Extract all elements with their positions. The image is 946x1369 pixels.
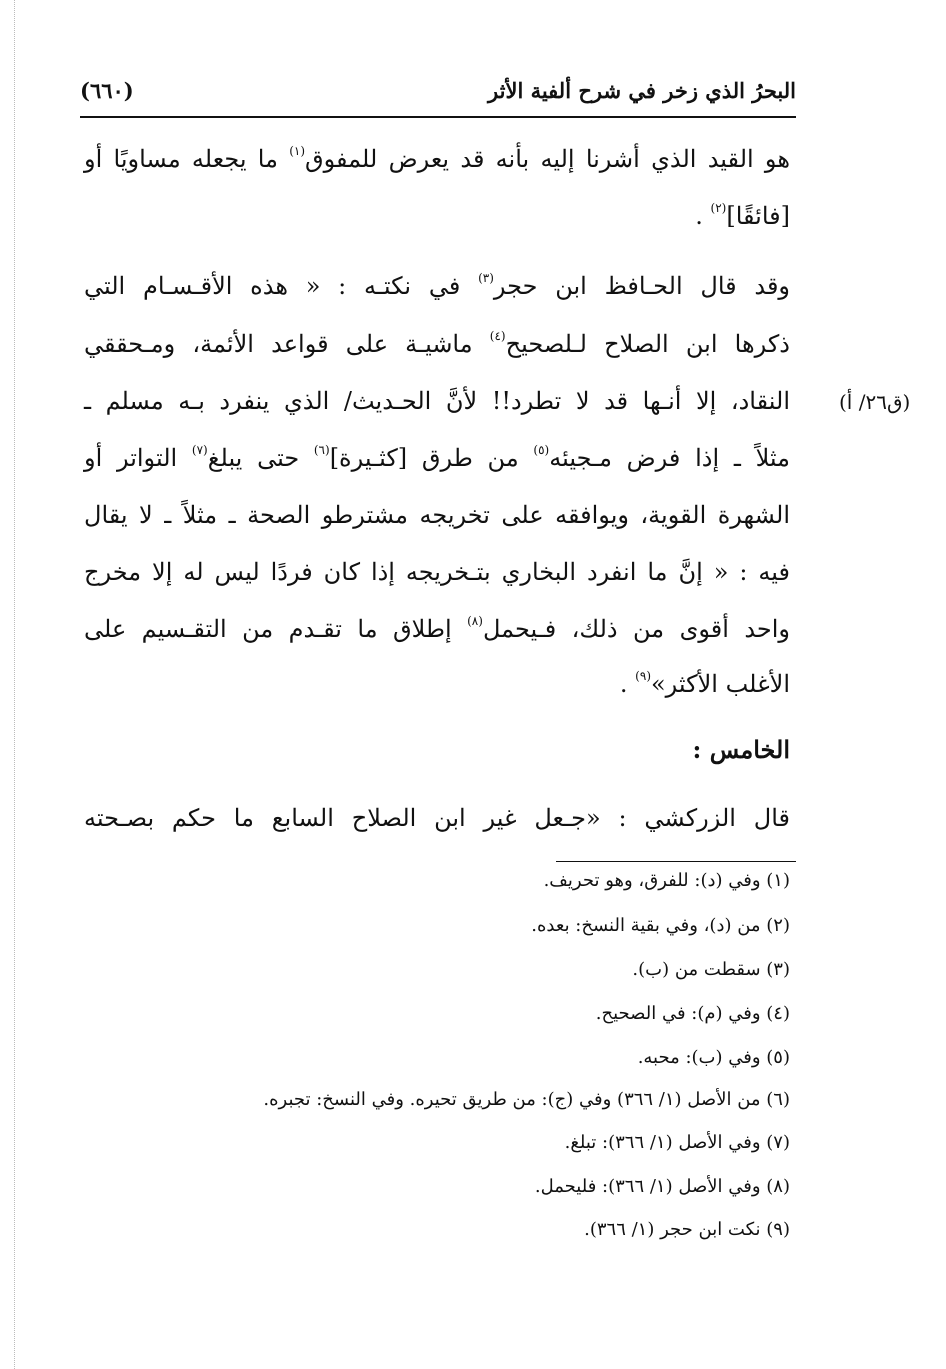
book-title: البحرُ الذي زخر في شرح ألفية الأثر	[488, 77, 796, 103]
page-number: (٦٦٠)	[80, 77, 134, 103]
header-rule	[80, 116, 796, 118]
footnote-8: (٨) وفي الأصل (١/ ٣٦٦): فليحمل.	[534, 1176, 790, 1197]
scan-edge	[14, 0, 15, 1369]
footnote-ref: (٩)	[635, 669, 651, 683]
footnote-6: (٦) من الأصل (١/ ٣٦٦) وفي (ج): من طريق تحيره. وفي النسخ: تجبره.	[263, 1089, 790, 1110]
footnote-4: (٤) وفي (م): في الصحيح.	[595, 1003, 790, 1024]
footnote-separator	[556, 861, 796, 862]
footnote-ref: (٨)	[467, 614, 483, 628]
footnote-ref: (٦)	[313, 443, 330, 457]
body-line-6: مثلاً ـ إذا فرض مـجيئه$^{(٥)}$ من طرق [كثـيرة]$^{(٦)}$ حتى يبلغ$^{(٧)}$ التواتر أو	[84, 443, 790, 472]
body-line-11: قال الزركشي : «جـعل غير ابن الصلاح السابع ما حكم بصـحته	[84, 804, 790, 832]
body-line-8: فيه : « إنَّ ما انفرد البخاري بتـخريجه إذا كان فردًا ليس له إلا مخرج	[84, 558, 790, 586]
footnote-7: (٧) وفي الأصل (١/ ٣٦٦): تبلغ.	[564, 1132, 790, 1153]
body-line-7: الشهرة القوية، ويوافقه على تخريجه مشترطو الصحة ـ مثلاً ـ لا يقال	[84, 501, 790, 529]
footnote-ref: (١)	[289, 144, 306, 158]
body-line-9: واحد أقوى من ذلك، فـيحمل$^{(٨)}$ إطلاق ما تقـدم من التقـسيم على	[84, 614, 791, 643]
footnote-3: (٣) سقطت من (ب).	[632, 959, 790, 980]
body-line-4: ذكرها ابن الصلاح لـلصحيح$^{(٤)}$ ماشيـة على قواعد الأئمة، ومـحققي	[84, 329, 790, 358]
body-line-3: وقد قال الحـافظ ابن حجر$^{(٣)}$ في نكتـه : « هذه الأقـسـام التي	[84, 271, 791, 300]
body-line-5: النقاد، إلا أنـها قد لا تطرد!! لأنَّ الحـديث/ الذي ينفرد بـه مسلم ـ	[84, 387, 790, 415]
footnote-5: (٥) وفي (ب): محبه.	[637, 1047, 790, 1068]
section-heading: الخامس :	[692, 735, 790, 764]
footnote-1: (١) وفي (د): للفرق، وهو تحريف.	[543, 870, 790, 891]
footnote-2: (٢) من (د)، وفي بقية النسخ: بعده.	[531, 915, 790, 936]
body-line-2: [فائقًا]$^{(٢)}$ .	[695, 201, 790, 230]
footnote-ref: (٤)	[489, 329, 506, 343]
manuscript-folio-note: (ق٢٦/ أ)	[839, 390, 911, 414]
footnote-ref: (٢)	[710, 201, 727, 215]
footnote-ref: (٣)	[478, 271, 494, 285]
footnote-9: (٩) نكت ابن حجر (١/ ٣٦٦).	[584, 1219, 790, 1240]
footnote-ref: (٧)	[191, 443, 208, 457]
body-line-10: الأغلب الأكثر»$^{(٩)}$ .	[619, 669, 790, 698]
body-line-1: هو القيد الذي أشرنا إليه بأنه قد يعرض للمفوق$^{(١)}$ ما يجعله مساويًا أو	[84, 144, 790, 173]
footnote-ref: (٥)	[533, 443, 550, 457]
running-header	[80, 70, 796, 110]
